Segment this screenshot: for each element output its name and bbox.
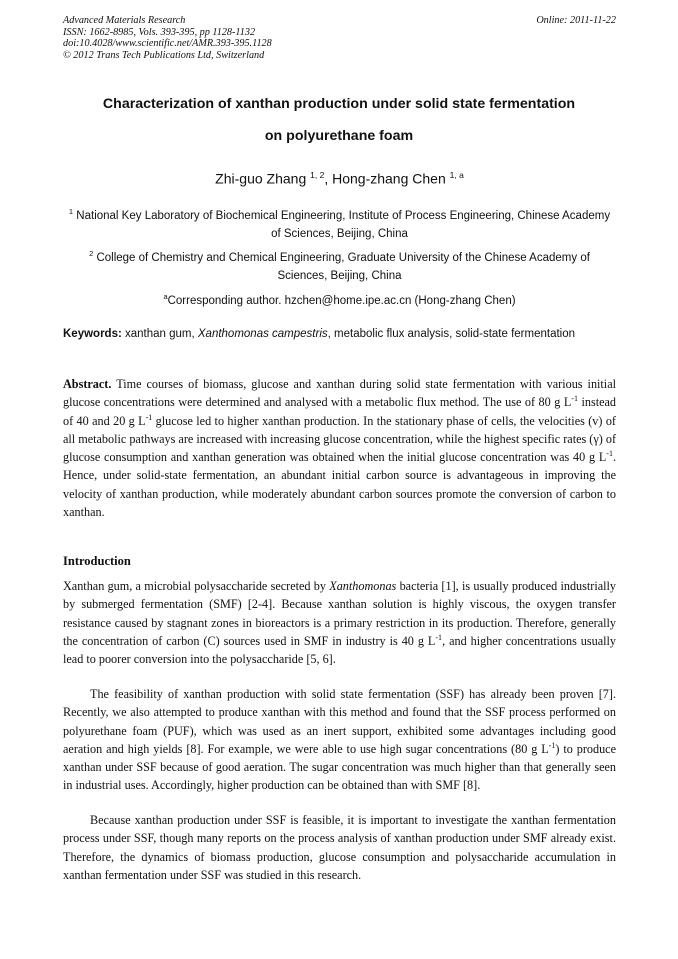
issn-line: ISSN: 1662-8985, Vols. 393-395, pp 1128-1132 [63, 26, 256, 38]
corresponding-text: Corresponding author. hzchen@home.ipe.ac.cn (Hong-zhang Chen) [167, 294, 516, 307]
doi-line: doi:10.4028/www.scientific.net/AMR.393-395.1128 [63, 38, 272, 50]
keywords-section [63, 325, 616, 343]
corresponding-author [63, 288, 616, 310]
title-line-1: Characterization of xanthan production under solid state fermentation [102, 96, 576, 112]
author-list [63, 164, 616, 190]
author-1-affil: 1, 2 [310, 170, 325, 180]
author-2-affil: 1, a [449, 170, 464, 180]
intro-p1-text-d: , and higher concentrations usually lead to poorer conversion into the polysaccharide [5, 6]. [63, 633, 616, 667]
copyright-line: © 2012 Trans Tech Publications Ltd, Switzerland [63, 49, 265, 61]
unit-exponent: -1 [606, 449, 613, 459]
abstract-text-1: Time courses of biomass, glucose and xanthan during solid state fermentation with various initial glucose concentrations were determined and analysed with a metabolic flux method. The use of 80 g L [63, 377, 616, 410]
online-date: Online: 2011-11-22 [536, 15, 616, 26]
intro-paragraph-3: Because xanthan production under SSF is feasible, it is important to investigate the xanthan fermentation process under SSF, though many reports on the process analysis of xanthan production under SMF already exist. Therefore, the dynamics of biomass production, glucose consumption and polysaccharide accumulation in xanthan fermentation under SSF was studied in this research. [63, 813, 616, 882]
unit-exponent: -1 [435, 632, 443, 642]
affiliation-1-marker: 1 [68, 207, 74, 216]
affiliation-1-text: National Key Laboratory of Biochemical Engineering, Institute of Process Engineering, Chinese Academy of Sciences, Beijing, China [76, 209, 611, 240]
abstract-text-2: instead of 40 and 20 g L [63, 395, 616, 428]
author-2: Hong-zhang Chen [332, 170, 446, 187]
intro-paragraph-2 [63, 685, 616, 795]
paper-title [50, 88, 628, 152]
affiliation-2-marker: 2 [89, 249, 94, 258]
intro-p1-species: Xanthomonas [329, 579, 397, 593]
author-separator: , [324, 170, 333, 187]
abstract-text-4: . Hence, under solid-state fermentation, an abundant initial carbon source is advantageous in improving the velocity of xanthan production, while moderately abundant carbon sources promote the conversion of carbon to xanthan. [63, 450, 616, 520]
abstract-section [63, 375, 616, 521]
unit-exponent: -1 [548, 740, 556, 750]
intro-p2-text-b: ) to produce xanthan under SSF because of good aeration. The sugar concentration was much higher than that generally seen in industrial uses. Accordingly, higher production can be obtained than with SMF [8]. [63, 741, 616, 793]
intro-p2-text-a: The feasibility of xanthan production with solid state fermentation (SSF) has already been proven [7]. Recently, we also attempted to produce xanthan with this method and found that the SSF process performed on polyurethane foam (PUF), which was used as an inert support, exhibited some advantages including good aeration and high yields [8]. For example, we were able to use high sugar concentrations (80 g L [63, 687, 616, 756]
keyword-text-2: , metabolic flux analysis, solid-state fermentation [327, 328, 576, 340]
abstract-label: Abstract. [63, 377, 112, 391]
affiliation-1 [63, 203, 616, 243]
introduction-heading: Introduction [63, 554, 131, 568]
affiliation-2-text: College of Chemistry and Chemical Engineering, Graduate University of the Chinese Academy of Sciences, Beijing, China [96, 251, 590, 282]
intro-paragraph-1 [63, 577, 616, 668]
unit-exponent: -1 [145, 412, 153, 422]
journal-header [63, 15, 616, 61]
corresponding-marker: a [163, 292, 168, 301]
unit-exponent: -1 [571, 394, 578, 404]
affiliation-2 [63, 245, 616, 285]
title-line-2: on polyurethane foam [264, 128, 414, 144]
keyword-species: Xanthomonas campestris [197, 328, 328, 340]
intro-p1-text-c: bacteria [1], is usually produced industrially by submerged fermentation (SMF) [2-4]. Because xanthan solution is highly viscous, the oxygen transfer resistance caused by stagnant zones in bioreactors is a primary restriction in its production. Therefore, generally the concentration of carbon (C) sources used in SMF in industry is 40 g L [63, 579, 616, 648]
intro-p1-text-a: Xanthan gum, a microbial polysaccharide secreted by [63, 579, 330, 593]
keywords-label: Keywords: [63, 328, 122, 340]
keyword-text-1: xanthan gum, [121, 328, 198, 340]
abstract-text-3: glucose led to higher xanthan production. In the stationary phase of cells, the velocities (v) of all metabolic pathways are increased with increasing glucose concentration, while the highest specific rates (γ) of glucose consumption and xanthan generation was obtained when the initial glucose concentration was 40 g L [63, 413, 616, 465]
journal-name: Advanced Materials Research [63, 15, 186, 26]
author-1: Zhi-guo Zhang [215, 170, 307, 187]
